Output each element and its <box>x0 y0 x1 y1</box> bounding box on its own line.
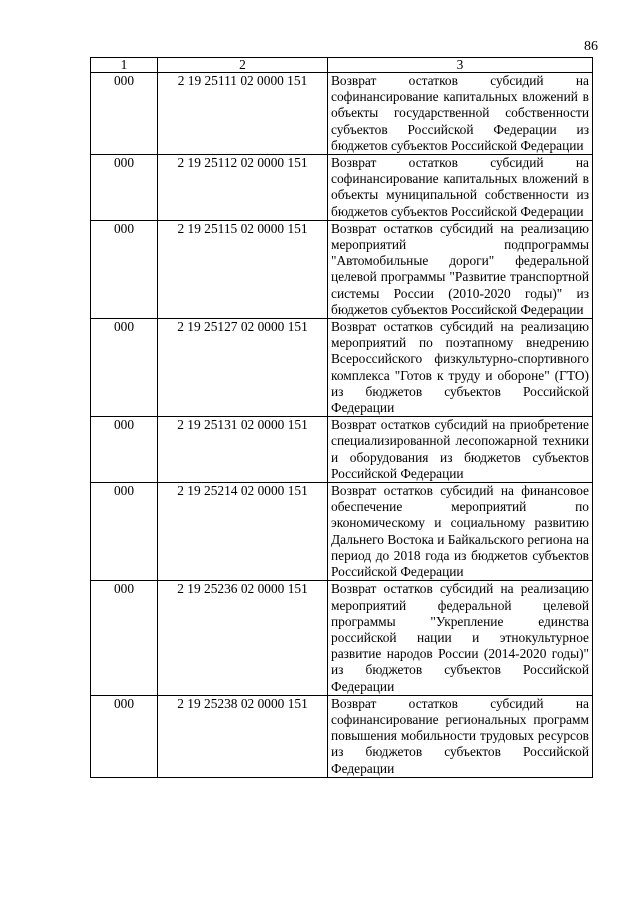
admin-code-cell: 000 <box>91 220 158 318</box>
description-cell: Возврат остатков субсидий на софинансирование региональных программ повышения мобильности трудовых ресурсов из бюджетов субъектов Российской Федерации <box>328 695 593 777</box>
admin-code-cell: 000 <box>91 483 158 581</box>
admin-code-cell: 000 <box>91 695 158 777</box>
description-cell: Возврат остатков субсидий на реализацию мероприятий по поэтапному внедрению Всероссийского физкультурно-спортивного комплекса "Готов к труду и обороне" (ГТО) из бюджетов субъектов Российской Федерации <box>328 319 593 417</box>
column-header-1: 1 <box>91 58 158 73</box>
column-header-2: 2 <box>158 58 328 73</box>
description-cell: Возврат остатков субсидий на реализацию мероприятий подпрограммы "Автомобильные дороги" федеральной целевой программы "Развитие транспортной системы России (2010-2020 годы)" из бюджетов субъектов Российской Федерации <box>328 220 593 318</box>
description-cell: Возврат остатков субсидий на реализацию мероприятий федеральной целевой программы "Укрепление единства российской нации и этнокультурное развитие народов России (2014-2020 годы)" из бюджетов субъектов Российской Федерации <box>328 581 593 695</box>
budget-codes-table <box>90 57 593 778</box>
table-header-row <box>91 58 593 73</box>
table-row <box>91 73 593 155</box>
table-row <box>91 155 593 221</box>
budget-code-cell: 2 19 25111 02 0000 151 <box>158 73 328 155</box>
budget-code-cell: 2 19 25238 02 0000 151 <box>158 695 328 777</box>
description-cell: Возврат остатков субсидий на приобретение специализированной лесопожарной техники и оборудования из бюджетов субъектов Российской Федерации <box>328 417 593 483</box>
budget-code-cell: 2 19 25115 02 0000 151 <box>158 220 328 318</box>
table-row <box>91 483 593 581</box>
table-row <box>91 695 593 777</box>
table-row <box>91 417 593 483</box>
budget-code-cell: 2 19 25127 02 0000 151 <box>158 319 328 417</box>
budget-code-cell: 2 19 25214 02 0000 151 <box>158 483 328 581</box>
description-cell: Возврат остатков субсидий на софинансирование капитальных вложений в объекты государственной собственности субъектов Российской Федерации из бюджетов субъектов Российской Федерации <box>328 73 593 155</box>
admin-code-cell: 000 <box>91 417 158 483</box>
page-number: 86 <box>584 39 598 54</box>
admin-code-cell: 000 <box>91 581 158 695</box>
table-row <box>91 581 593 695</box>
table-row <box>91 319 593 417</box>
admin-code-cell: 000 <box>91 155 158 221</box>
column-header-3: 3 <box>328 58 593 73</box>
description-cell: Возврат остатков субсидий на софинансирование капитальных вложений в объекты муниципальной собственности из бюджетов субъектов Российской Федерации <box>328 155 593 221</box>
admin-code-cell: 000 <box>91 319 158 417</box>
table-row <box>91 220 593 318</box>
budget-code-cell: 2 19 25236 02 0000 151 <box>158 581 328 695</box>
budget-code-cell: 2 19 25131 02 0000 151 <box>158 417 328 483</box>
description-cell: Возврат остатков субсидий на финансовое обеспечение мероприятий по экономическому и социальному развитию Дальнего Востока и Байкальского региона на период до 2018 года из бюджетов субъектов Российской Федерации <box>328 483 593 581</box>
budget-code-cell: 2 19 25112 02 0000 151 <box>158 155 328 221</box>
admin-code-cell: 000 <box>91 73 158 155</box>
